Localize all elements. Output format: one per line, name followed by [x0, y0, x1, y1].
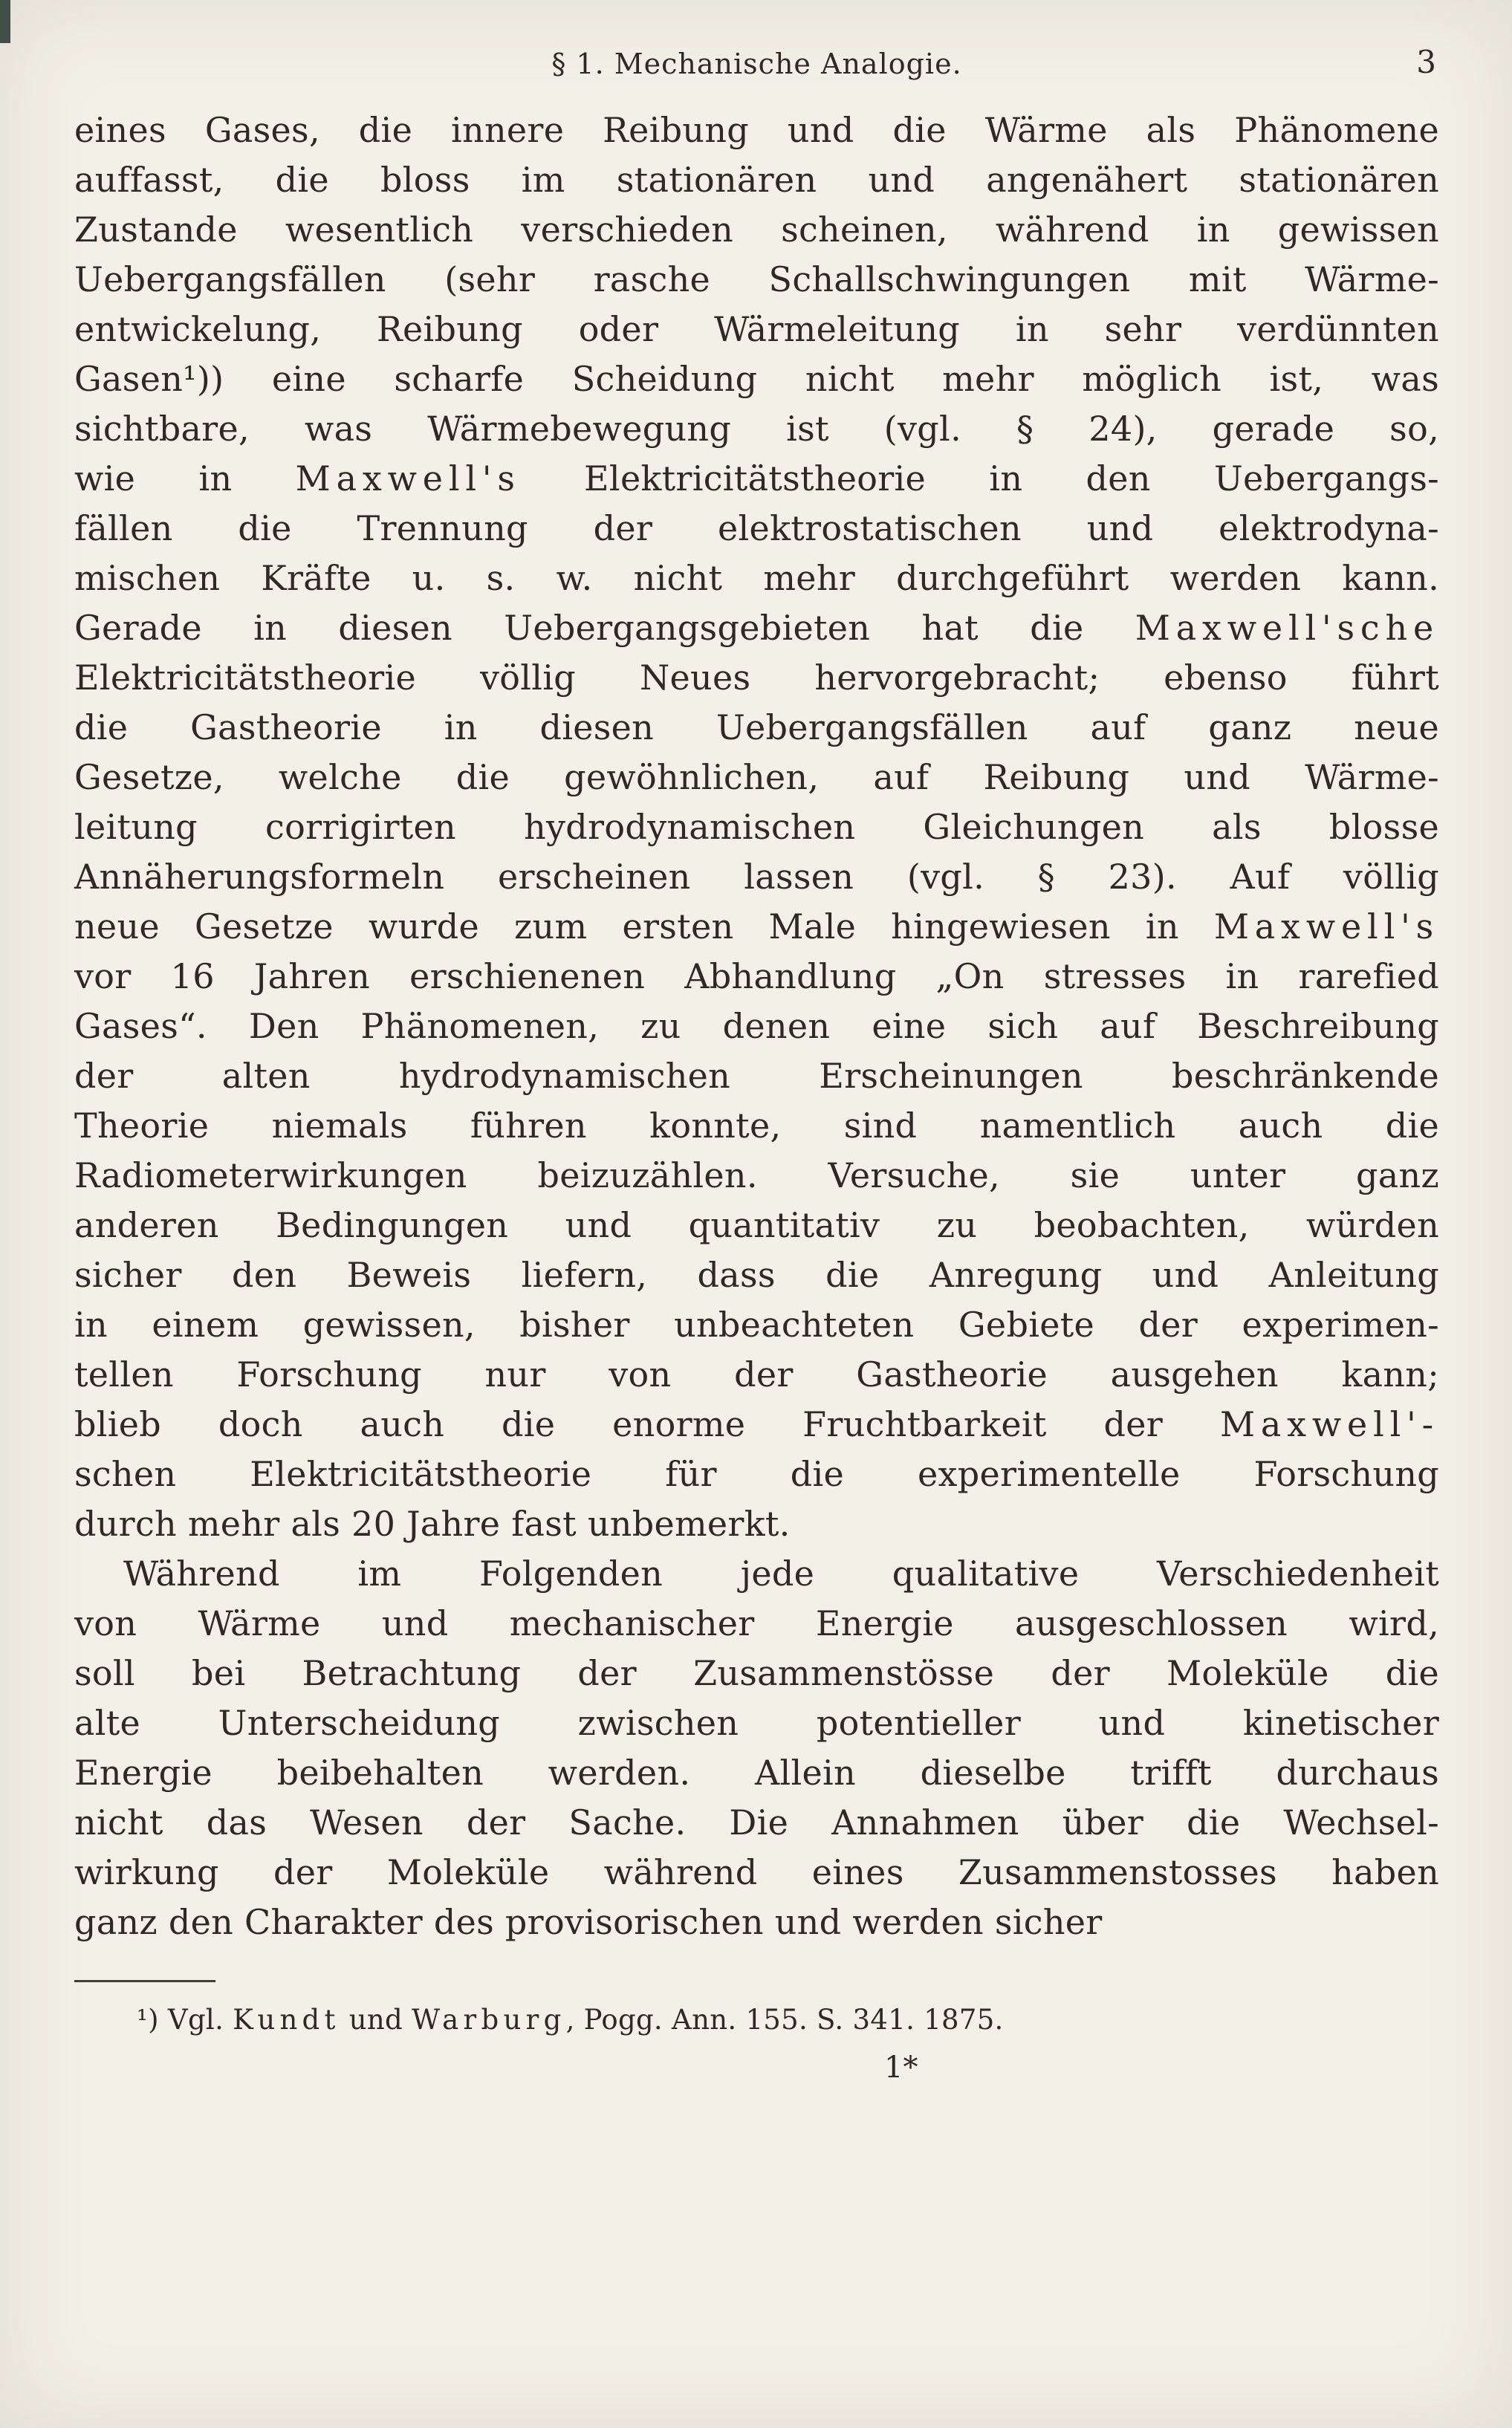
text-line: alte Unterscheidung zwischen potentieller und kinetischer	[74, 1703, 1439, 1743]
text-line: Theorie niemals führen konnte, sind namentlich auch die	[74, 1106, 1439, 1146]
text-line: leitung corrigirten hydrodynamischen Gleichungen als blosse	[74, 807, 1439, 847]
text-line: durch mehr als 20 Jahre fast unbemerkt.	[74, 1504, 791, 1544]
text-line: sicher den Beweis liefern, dass die Anregung und Anleitung	[74, 1255, 1439, 1295]
text-line: fällen die Trennung der elektrostatischen und elektrodyna-	[74, 508, 1439, 548]
text-line: Gerade in diesen Uebergangsgebieten hat die Maxwell'sche	[74, 608, 1439, 648]
text-line: der alten hydrodynamischen Erscheinungen beschränkende	[74, 1056, 1439, 1096]
text-line: wirkung der Moleküle während eines Zusammenstosses haben	[74, 1852, 1439, 1892]
text-line: nicht das Wesen der Sache. Die Annahmen über die Wechsel-	[74, 1802, 1439, 1843]
page-content	[74, 46, 1439, 2086]
scan-artifact	[0, 0, 10, 43]
footnote-text: ¹) Vgl. Kundt und Warburg, Pogg. Ann. 155. S. 341. 1875.	[137, 2004, 1004, 2036]
text-line: sichtbare, was Wärmebewegung ist (vgl. § 24), gerade so,	[74, 409, 1439, 449]
text-line: Radiometerwirkungen beizuzählen. Versuche, sie unter ganz	[74, 1155, 1439, 1195]
text-line: entwickelung, Reibung oder Wärmeleitung in sehr verdünnten	[74, 309, 1439, 349]
footnote-rule	[74, 1980, 215, 1982]
text-line: die Gastheorie in diesen Uebergangsfällen auf ganz neue	[74, 707, 1439, 747]
paragraph	[74, 106, 1439, 1549]
text-line: Annäherungsformeln erscheinen lassen (vgl. § 23). Auf völlig	[74, 857, 1439, 897]
text-line: Gasen¹)) eine scharfe Scheidung nicht mehr möglich ist, was	[74, 359, 1439, 399]
text-line: Uebergangsfällen (sehr rasche Schallschwingungen mit Wärme-	[74, 259, 1439, 299]
section-heading: § 1. Mechanische Analogie.	[551, 48, 962, 80]
text-line: soll bei Betrachtung der Zusammenstösse der Moleküle die	[74, 1653, 1439, 1693]
text-line: blieb doch auch die enorme Fruchtbarkeit der Maxwell'-	[74, 1404, 1439, 1444]
text-line: Während im Folgenden jede qualitative Verschiedenheit	[123, 1554, 1439, 1594]
text-line: Gesetze, welche die gewöhnlichen, auf Reibung und Wärme-	[74, 757, 1439, 797]
text-line: anderen Bedingungen und quantitativ zu beobachten, würden	[74, 1205, 1439, 1245]
running-header	[74, 46, 1439, 95]
text-line: ganz den Charakter des provisorischen und werden sicher	[74, 1902, 1103, 1942]
text-line: schen Elektricitätstheorie für die experimentelle Forschung	[74, 1454, 1439, 1494]
paragraph	[74, 1549, 1439, 1947]
text-line: neue Gesetze wurde zum ersten Male hingewiesen in Maxwell's	[74, 906, 1439, 947]
text-line: auffasst, die bloss im stationären und angenähert stationären	[74, 160, 1439, 200]
text-line: Zustande wesentlich verschieden scheinen, während in gewissen	[74, 210, 1439, 250]
text-line: Gases“. Den Phänomenen, zu denen eine sich auf Beschreibung	[74, 1006, 1439, 1046]
text-line: von Wärme und mechanischer Energie ausgeschlossen wird,	[74, 1603, 1439, 1643]
text-line: Elektricitätstheorie völlig Neues hervorgebracht; ebenso führt	[74, 658, 1439, 698]
text-line: wie in Maxwell's Elektricitätstheorie in den Uebergangs-	[74, 458, 1439, 499]
text-line: mischen Kräfte u. s. w. nicht mehr durchgeführt werden kann.	[74, 558, 1439, 598]
footnote	[74, 2002, 1439, 2086]
text-line: tellen Forschung nur von der Gastheorie ausgehen kann;	[74, 1354, 1439, 1395]
text-line: vor 16 Jahren erschienenen Abhandlung „On stresses in rarefied	[74, 956, 1439, 996]
text-line: Energie beibehalten werden. Allein dieselbe trifft durchaus	[74, 1753, 1439, 1793]
text-line: in einem gewissen, bisher unbeachteten Gebiete der experimen-	[74, 1305, 1439, 1345]
page-number: 3	[1416, 44, 1436, 80]
text-line: eines Gases, die innere Reibung und die Wärme als Phänomene	[74, 110, 1439, 150]
signature-mark: 1*	[884, 2051, 918, 2085]
body-text	[74, 106, 1439, 1947]
